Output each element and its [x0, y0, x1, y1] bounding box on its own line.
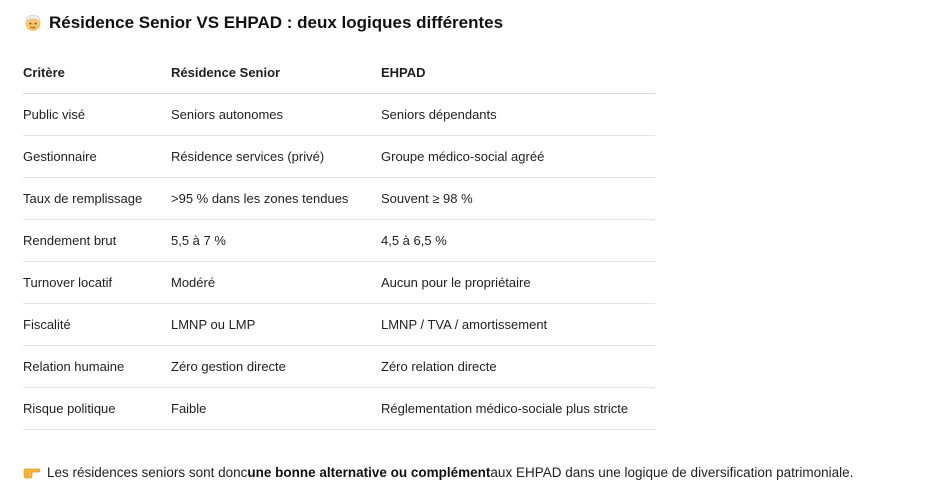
column-header-criteria: Critère: [23, 52, 171, 94]
ehpad-cell: Seniors dépendants: [381, 94, 655, 136]
criteria-cell: Risque politique: [23, 388, 171, 430]
ehpad-cell: Aucun pour le propriétaire: [381, 262, 655, 304]
table-row: [23, 304, 655, 346]
pointing-hand-emoji-icon: [23, 465, 41, 479]
table-row: [23, 220, 655, 262]
table-header-row: [23, 52, 655, 94]
conclusion-text-bold: une bonne alternative ou complément: [247, 464, 491, 480]
criteria-cell: Taux de remplissage: [23, 178, 171, 220]
criteria-cell: Public visé: [23, 94, 171, 136]
table-row: [23, 388, 655, 430]
conclusion-text-before: Les résidences seniors sont donc: [47, 464, 248, 480]
criteria-cell: Gestionnaire: [23, 136, 171, 178]
page-title: Résidence Senior VS EHPAD : deux logiques différentes: [49, 13, 504, 32]
residence-senior-cell: LMNP ou LMP: [171, 304, 381, 346]
conclusion-text-after: aux EHPAD dans une logique de diversification patrimoniale.: [490, 464, 854, 480]
older-person-emoji-icon: [23, 13, 43, 33]
residence-senior-cell: Modéré: [171, 262, 381, 304]
residence-senior-cell: 5,5 à 7 %: [171, 220, 381, 262]
column-header-residence-senior: Résidence Senior: [171, 52, 381, 94]
residence-senior-cell: Seniors autonomes: [171, 94, 381, 136]
column-header-ehpad: EHPAD: [381, 52, 655, 94]
residence-senior-cell: >95 % dans les zones tendues: [171, 178, 381, 220]
ehpad-cell: Souvent ≥ 98 %: [381, 178, 655, 220]
ehpad-cell: Réglementation médico-sociale plus stricte: [381, 388, 655, 430]
criteria-cell: Turnover locatif: [23, 262, 171, 304]
residence-senior-cell: Zéro gestion directe: [171, 346, 381, 388]
ehpad-cell: Zéro relation directe: [381, 346, 655, 388]
page-heading: [23, 10, 503, 36]
residence-senior-cell: Faible: [171, 388, 381, 430]
criteria-cell: Rendement brut: [23, 220, 171, 262]
ehpad-cell: Groupe médico-social agréé: [381, 136, 655, 178]
ehpad-cell: LMNP / TVA / amortissement: [381, 304, 655, 346]
ehpad-cell: 4,5 à 6,5 %: [381, 220, 655, 262]
criteria-cell: Relation humaine: [23, 346, 171, 388]
table-row: [23, 346, 655, 388]
residence-senior-cell: Résidence services (privé): [171, 136, 381, 178]
table-row: [23, 178, 655, 220]
criteria-cell: Fiscalité: [23, 304, 171, 346]
table-row: [23, 262, 655, 304]
comparison-table: [23, 52, 655, 430]
table-row: [23, 94, 655, 136]
table-row: [23, 136, 655, 178]
conclusion-text: [23, 460, 853, 484]
